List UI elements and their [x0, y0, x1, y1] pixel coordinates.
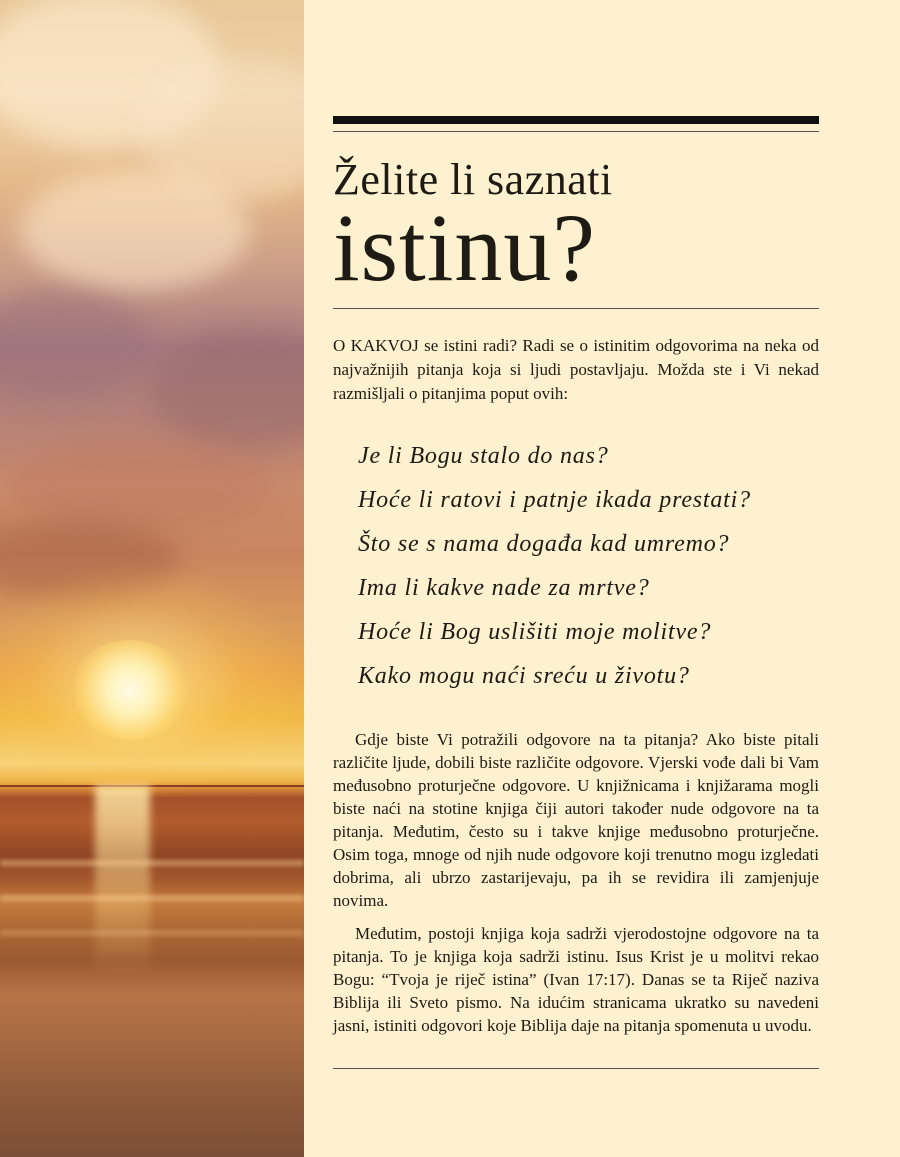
bottom-rule	[333, 1068, 819, 1069]
question-item: Što se s nama događa kad umremo?	[358, 531, 730, 557]
title-rule-thin	[333, 131, 819, 132]
question-list	[358, 434, 751, 698]
title-line1: Želite li saznati	[333, 155, 613, 204]
question-item: Hoće li ratovi i patnje ikada prestati?	[358, 487, 751, 513]
title-rule-thick	[333, 116, 819, 124]
intro-paragraph: O KAKVOJ se istini radi? Radi se o istinitim odgovorima na neka od najvažnijih pitanja koja si ljudi postavljaju. Možda ste i Vi nekad razmišljali o pitanjima poput ovih:	[333, 336, 819, 403]
sun	[70, 640, 190, 740]
question-item: Ima li kakve nade za mrtve?	[358, 575, 650, 601]
question-item: Je li Bogu stalo do nas?	[358, 443, 609, 469]
body-paragraph: Gdje biste Vi potražili odgovore na ta pitanja? Ako biste pitali različite ljude, dobili biste različite odgovore. Vjerski vođe dali bi Vam međusobno proturječne odgovore. U knjižnicama i knjižarama mogli biste naći na stotine knjiga čiji autori također nude odgovore na ta pitanja. Međutim, često su i takve knjige međusobno proturječne. Osim toga, mnoge od njih nude odgovore koji trenutno mogu izgledati dobrima, ali ubrzo zastarijevaju, pa ih se revidira ili zamjenjuje novima.	[333, 730, 819, 910]
title-divider	[333, 308, 819, 309]
title-line2: istinu?	[333, 194, 596, 301]
body-paragraph: Međutim, postoji knjiga koja sadrži vjerodostojne odgovore na ta pitanja. To je knjiga koja sadrži istinu. Isus Krist je u molitvi rekao Bogu: “Tvoja je riječ istina” (Ivan 17:17). Danas se ta Riječ naziva Biblija ili Sveto pismo. Na idućim stranicama ukratko su navedeni jasni, istiniti odgovori koje Biblija daje na pitanja spomenuta u uvodu.	[333, 924, 819, 1035]
sunset-over-sea-photo	[0, 0, 304, 1157]
question-item: Kako mogu naći sreću u životu?	[358, 663, 690, 689]
question-item: Hoće li Bog uslišiti moje molitve?	[358, 619, 712, 645]
body-text	[333, 728, 819, 1047]
